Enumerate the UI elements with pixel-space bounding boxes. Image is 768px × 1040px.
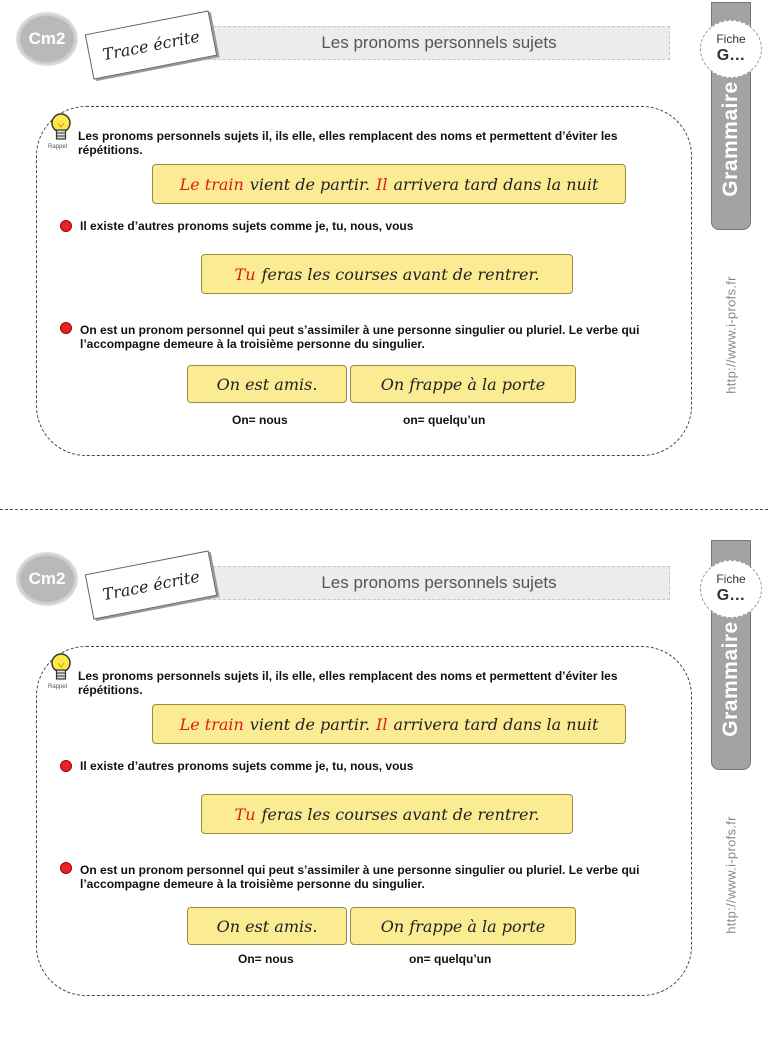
example-3b: On frappe à la porte <box>350 365 576 403</box>
level-badge: Cm2 <box>18 14 76 64</box>
example-1: Le train vient de partir. Il arrivera tard dans la nuit <box>152 164 626 204</box>
website-label: http://www.i-profs.fr <box>723 816 739 934</box>
rule-3: On est un pronom personnel qui peut s’assimiler à une personne singulier ou pluriel. Le verbe qui l’accompagne demeure à la troisième personne du singulier. <box>80 863 640 891</box>
bullet-dot <box>60 862 72 874</box>
title-bar <box>208 566 670 600</box>
lightbulb-icon: Rappel <box>48 112 74 154</box>
rule-3: On est un pronom personnel qui peut s’assimiler à une personne singulier ou pluriel. Le verbe qui l’accompagne demeure à la troisième personne du singulier. <box>80 323 640 351</box>
bullet-dot <box>60 322 72 334</box>
worksheet-card-top <box>0 0 768 500</box>
caption-3b: on= quelqu’un <box>409 952 492 966</box>
rule-1: Les pronoms personnels sujets il, ils elle, elles remplacent des noms et permettent d’éviter les répétitions. <box>78 669 618 697</box>
subject-label: Grammaire <box>719 81 742 197</box>
cut-line <box>0 509 768 510</box>
subject-label: Grammaire <box>719 621 742 737</box>
fiche-badge: Fiche G… <box>700 20 762 78</box>
website-label: http://www.i-profs.fr <box>723 276 739 394</box>
example-3a: On est amis. <box>187 365 347 403</box>
bullet-dot <box>60 760 72 772</box>
page-title: Les pronoms personnels sujets <box>321 573 557 592</box>
worksheet-card-bottom <box>0 540 768 1040</box>
example-1: Le train vient de partir. Il arrivera tard dans la nuit <box>152 704 626 744</box>
rule-2: Il existe d’autres pronoms sujets comme je, tu, nous, vous <box>80 219 414 233</box>
example-3a: On est amis. <box>187 907 347 945</box>
example-2: Tu feras les courses avant de rentrer. <box>201 794 573 834</box>
lightbulb-icon: Rappel <box>48 652 74 694</box>
caption-3a: On= nous <box>238 952 294 966</box>
trace-ecrite-label: Trace écrite <box>85 550 217 619</box>
example-2: Tu feras les courses avant de rentrer. <box>201 254 573 294</box>
trace-ecrite-label: Trace écrite <box>85 10 217 79</box>
rule-2: Il existe d’autres pronoms sujets comme je, tu, nous, vous <box>80 759 414 773</box>
fiche-badge: Fiche G… <box>700 560 762 618</box>
caption-3a: On= nous <box>232 413 288 427</box>
bullet-dot <box>60 220 72 232</box>
rule-1: Les pronoms personnels sujets il, ils elle, elles remplacent des noms et permettent d’éviter les répétitions. <box>78 129 618 157</box>
example-3b: On frappe à la porte <box>350 907 576 945</box>
level-badge: Cm2 <box>18 554 76 604</box>
page-title: Les pronoms personnels sujets <box>321 33 557 52</box>
title-bar <box>208 26 670 60</box>
caption-3b: on= quelqu’un <box>403 413 486 427</box>
